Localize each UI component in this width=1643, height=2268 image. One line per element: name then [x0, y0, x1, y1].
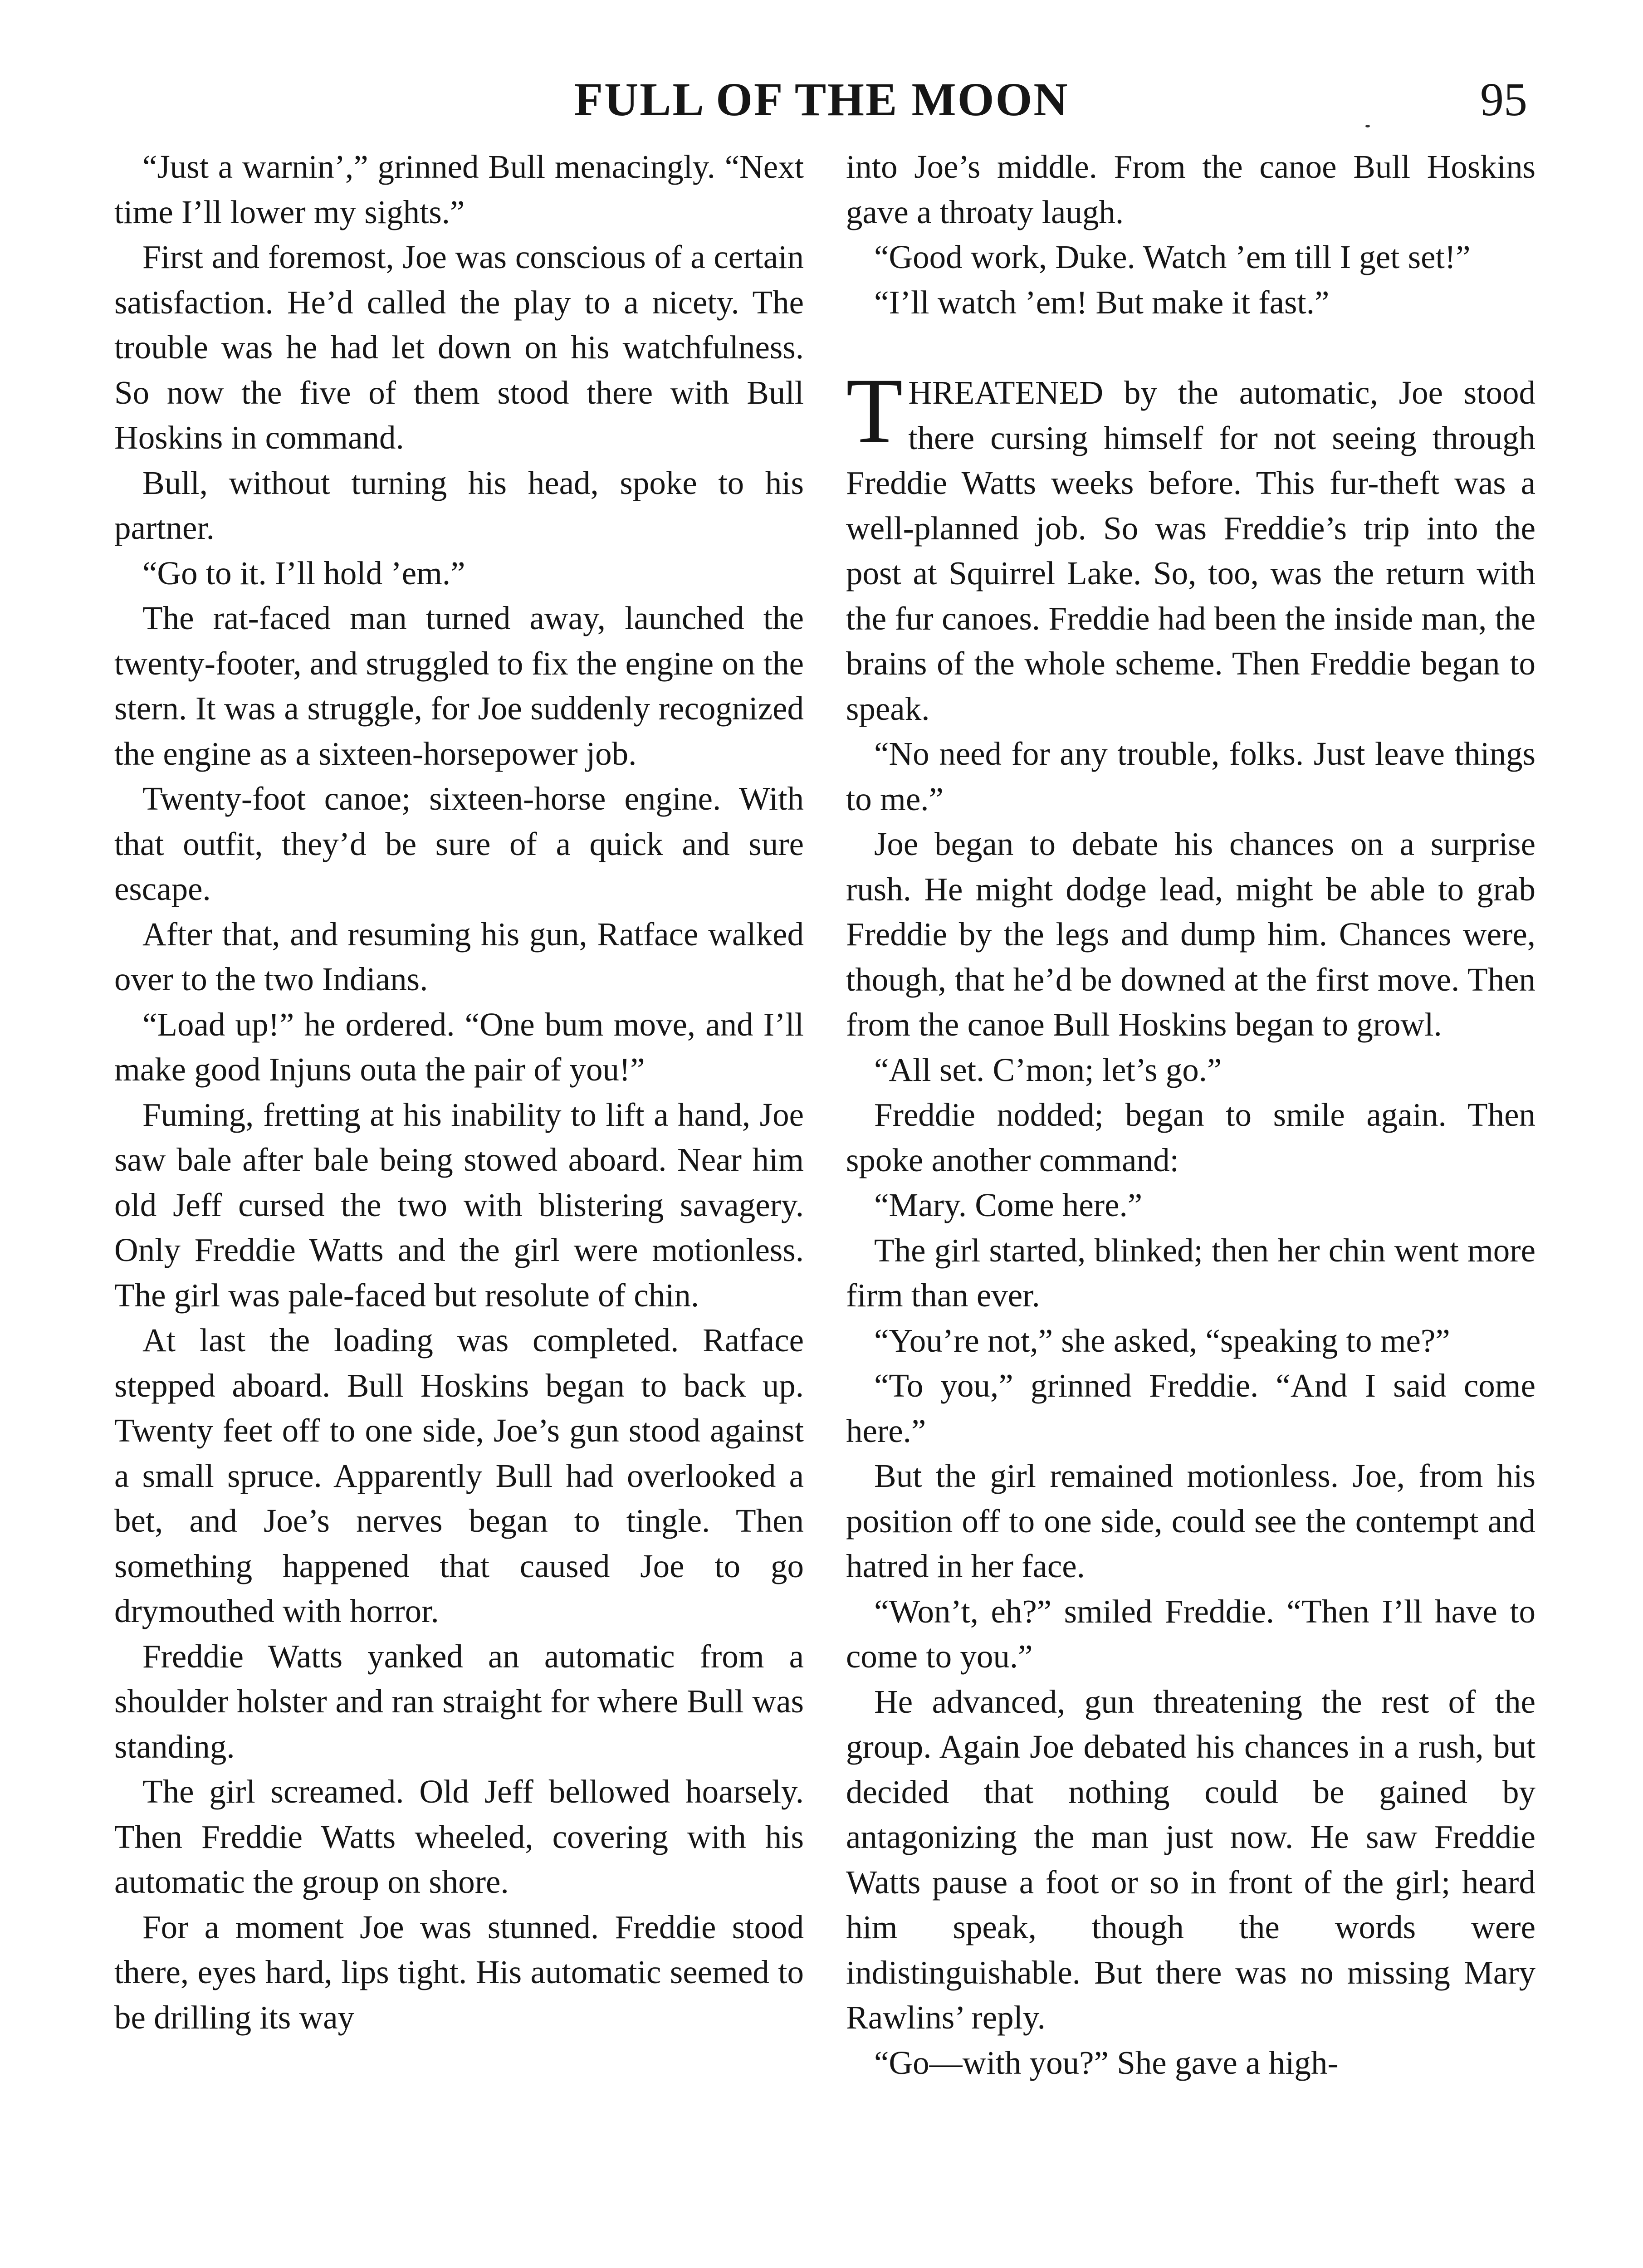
page-header: [0, 68, 1643, 132]
ink-speck: [1365, 125, 1370, 127]
paragraph: “I’ll watch ’em! But make it fast.”: [874, 284, 1330, 321]
paragraph: The girl started, blinked; then her chin went more firm than ever.: [846, 1232, 1535, 1314]
right-column: [846, 144, 1535, 2085]
paragraph: Fuming, fretting at his inability to lift a hand, Joe saw bale after bale being stowed aboard. Near him old Jeff cursed the two with blistering savagery. Only Freddie Watts and the girl were motionless. The girl was pale-faced but resolute of chin.: [114, 1096, 804, 1314]
paragraph-continuation: into Joe’s middle. From the canoe Bull Hoskins gave a throaty laugh.: [846, 148, 1535, 230]
paragraph: “Won’t, eh?” smiled Freddie. “Then I’ll have to come to you.”: [846, 1593, 1535, 1675]
paragraph: The girl screamed. Old Jeff bellowed hoarsely. Then Freddie Watts wheeled, covering with his automatic the group on shore.: [114, 1773, 804, 1900]
paragraph: “Good work, Duke. Watch ’em till I get set!”: [874, 239, 1471, 275]
running-title: FULL OF THE MOON: [574, 73, 1069, 126]
paragraph: “Go—with you?” She gave a high-: [874, 2044, 1339, 2081]
paragraph: First and foremost, Joe was conscious of a certain satisfaction. He’d called the play to a nicety. The trouble was he had let down on his watchfulness. So now the five of them stood there with Bull Hoskins in command.: [114, 239, 804, 456]
paragraph: After that, and resuming his gun, Ratface walked over to the two Indians.: [114, 915, 804, 997]
paragraph: Twenty-foot canoe; sixteen-horse engine. With that outfit, they’d be sure of a quick and sure escape.: [114, 780, 804, 907]
paragraph: “No need for any trouble, folks. Just leave things to me.”: [846, 735, 1535, 817]
section-opening-text: HREATENED by the automatic, Joe stood there cursing himself for not seeing through Freddie Watts weeks before. This fur-theft was a well-planned job. So was Freddie’s trip into the post at Squirrel Lake. So, too, was the return with the fur canoes. Freddie had been the inside man, the brains of the whole scheme. Then Freddie began to speak.: [846, 374, 1535, 727]
paragraph: “Just a warnin’,” grinned Bull menacingly. “Next time I’ll lower my sights.”: [114, 148, 804, 230]
left-column: [114, 144, 804, 2040]
paragraph: “You’re not,” she asked, “speaking to me?”: [874, 1322, 1450, 1359]
paragraph: Joe began to debate his chances on a surprise rush. He might dodge lead, might be able to grab Freddie by the legs and dump him. Chances were, though, that he’d be downed at the first move. Then from the canoe Bull Hoskins began to growl.: [846, 826, 1535, 1043]
section-opening-paragraph: [846, 359, 1535, 731]
paragraph: For a moment Joe was stunned. Freddie stood there, eyes hard, lips tight. His automatic seemed to be drilling its way: [114, 1908, 804, 2036]
paragraph: Freddie nodded; began to smile again. Then spoke another command:: [846, 1096, 1535, 1178]
paragraph: At last the loading was completed. Ratface stepped aboard. Bull Hoskins began to back up. Twenty feet off to one side, Joe’s gun stood against a small spruce. Apparently Bull had overlooked a bet, and Joe’s nerves began to tingle. Then something happened that caused Joe to go drymouthed with horror.: [114, 1322, 804, 1629]
page-number: 95: [1480, 73, 1527, 126]
paragraph: Freddie Watts yanked an automatic from a shoulder holster and ran straight for where Bull was standing.: [114, 1637, 804, 1765]
paragraph: But the girl remained motionless. Joe, from his position off to one side, could see the contempt and hatred in her face.: [846, 1457, 1535, 1584]
paragraph: “Mary. Come here.”: [874, 1187, 1143, 1223]
paragraph: The rat-faced man turned away, launched the twenty-footer, and struggled to fix the engine on the stern. It was a struggle, for Joe suddenly recognized the engine as a sixteen-horsepower job.: [114, 600, 804, 772]
drop-cap: T: [846, 359, 903, 462]
paragraph: “Load up!” he ordered. “One bum move, and I’ll make good Injuns outa the pair of you!”: [114, 1006, 804, 1088]
paragraph: He advanced, gun threatening the rest of the group. Again Joe debated his chances in a rush, but decided that nothing could be gained by antagonizing the man just now. He saw Freddie Watts pause a foot or so in front of the girl; heard him speak, though the words were indistinguishable. But there was no missing Mary Rawlins’ reply.: [846, 1683, 1535, 2036]
paragraph: “To you,” grinned Freddie. “And I said come here.”: [846, 1367, 1535, 1449]
paragraph: “All set. C’mon; let’s go.”: [874, 1051, 1222, 1088]
paragraph: “Go to it. I’ll hold ’em.”: [142, 554, 465, 591]
paragraph: Bull, without turning his head, spoke to his partner.: [114, 464, 804, 546]
